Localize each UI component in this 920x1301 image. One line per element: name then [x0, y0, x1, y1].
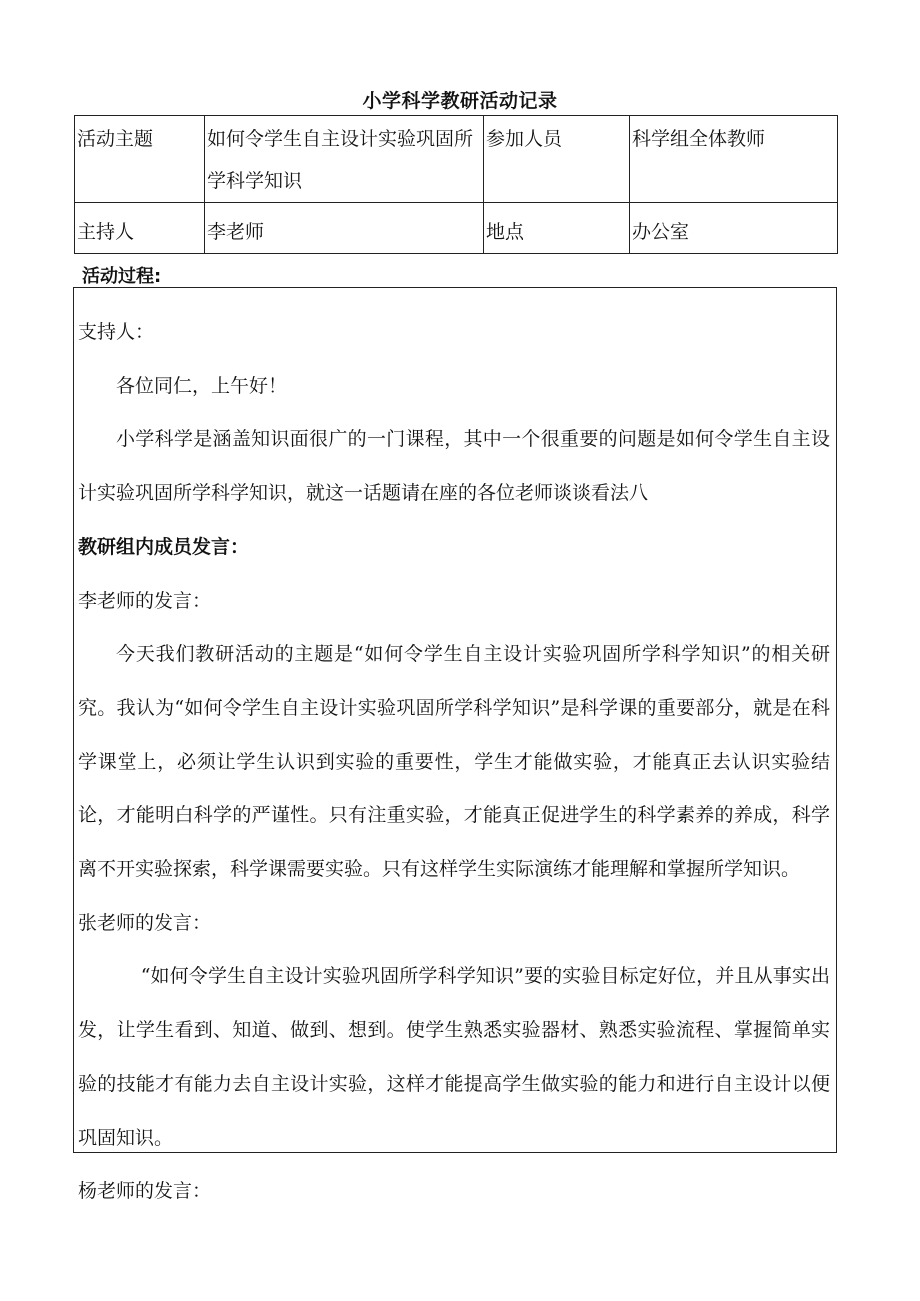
intro-paragraph: 小学科学是涵盖知识面很广的一门课程，其中一个很重要的问题是如何令学生自主设计实验巩固所学科学知识，就这一话题请在座的各位老师谈谈看法八	[78, 428, 830, 505]
process-record-box	[73, 287, 837, 1203]
info-row-host	[75, 203, 838, 254]
greeting-text: 各位同仁，上午好！	[116, 374, 288, 397]
speech-zhang: “如何令学生自主设计实验巩固所学科学知识”要的实验目标定好位，并且从事实出发，让学生看到、知道、做到、想到。使学生熟悉实验器材、熟悉实验流程、掌握简单实验的技能才有能力去自主设计实验，这样才能提高学生做实验的能力和进行自主设计以便巩固知识。	[78, 965, 830, 1149]
location-value: 办公室	[630, 203, 838, 254]
topic-value: 如何令学生自主设计实验巩固所学科学知识	[205, 116, 484, 203]
speaker-name-zhang: 张老师的发言：	[78, 911, 212, 934]
speech-li: 今天我们教研活动的主题是“如何令学生自主设计实验巩固所学科学知识”的相关研究。我认为“如何令学生自主设计实验巩固所学科学知识”是科学课的重要部分，就是在科学课堂上，必须让学生认识到实验的重要性，学生才能做实验，才能真正去认识实验结论，才能明白科学的严谨性。只有注重实验，才能真正促进学生的科学素养的养成，科学离不开实验探索，科学课需要实验。只有这样学生实际演练才能理解和掌握所学知识。	[78, 643, 830, 881]
info-row-topic	[75, 116, 838, 203]
process-label: 活动过程:	[82, 266, 162, 287]
page-title: 小学科学教研活动记录	[362, 90, 558, 112]
location-label: 地点	[484, 203, 630, 254]
topic-label: 活动主题	[75, 116, 205, 203]
speaker-name-li: 李老师的发言：	[78, 589, 212, 612]
participants-value: 科学组全体教师	[630, 116, 838, 203]
speaker-name-yang: 杨老师的发言：	[78, 1180, 212, 1203]
activity-info-table	[74, 115, 838, 254]
members-heading: 教研组内成员发言：	[78, 535, 250, 558]
participants-label: 参加人员	[484, 116, 630, 203]
host-heading: 支持人：	[78, 321, 155, 343]
host-value: 李老师	[205, 203, 484, 254]
host-label: 主持人	[75, 203, 205, 254]
